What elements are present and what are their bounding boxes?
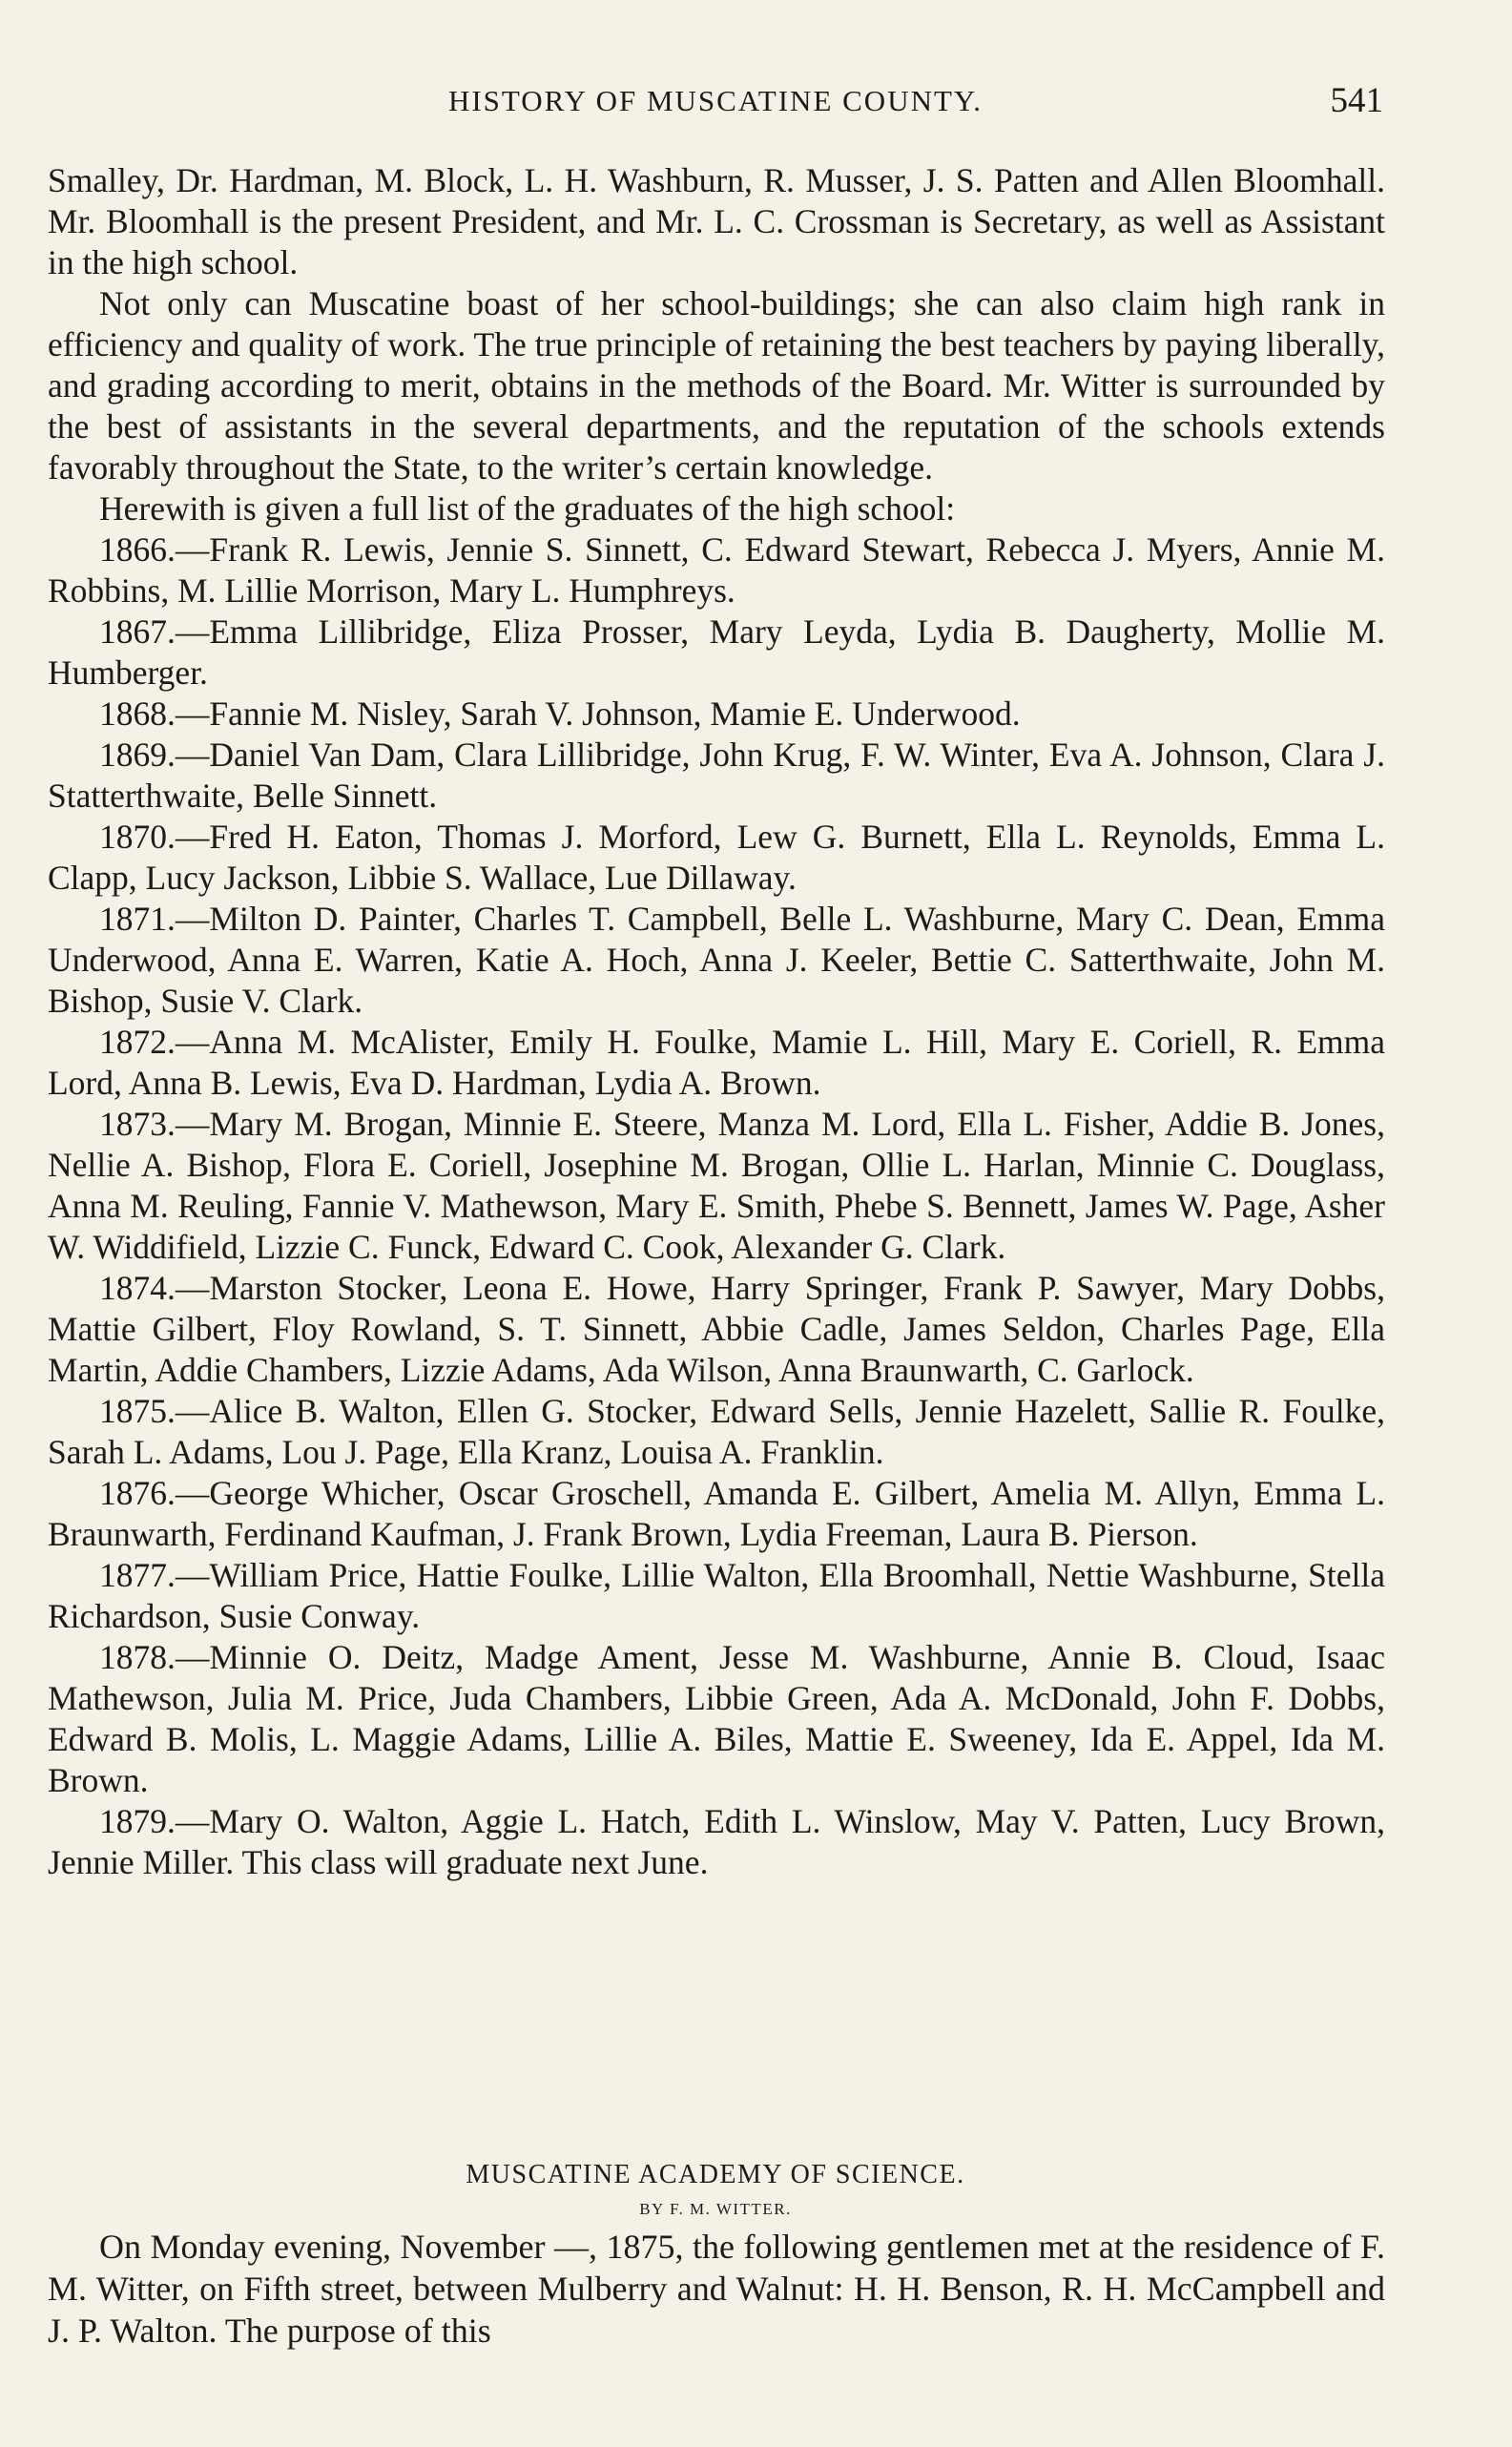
page-number: 541 bbox=[1330, 81, 1383, 120]
graduates-1879: 1879.—Mary O. Walton, Aggie L. Hatch, Edith L. Winslow, May V. Patten, Lucy Brown, Jennie Miller. This class will graduate next June. bbox=[48, 1802, 1385, 1881]
section-body bbox=[48, 2226, 1385, 2352]
graduates-1875: 1875.—Alice B. Walton, Ellen G. Stocker, Edward Sells, Jennie Hazelett, Sallie R. Foulke, Sarah L. Adams, Lou J. Page, Ella Kranz, Louisa A. Franklin. bbox=[48, 1392, 1385, 1471]
graduates-1874: 1874.—Marston Stocker, Leona E. Howe, Harry Springer, Frank P. Sawyer, Mary Dobbs, Mattie Gilbert, Floy Rowland, S. T. Sinnett, Abbie Cadle, James Seldon, Charles Page, Ella Martin, Addie Chambers, Lizzie Adams, Ada Wilson, Anna Braunwarth, C. Garlock. bbox=[48, 1269, 1385, 1389]
graduates-1866: 1866.—Frank R. Lewis, Jennie S. Sinnett, C. Edward Stewart, Rebecca J. Myers, Annie M. Robbins, M. Lillie Morrison, Mary L. Humphreys. bbox=[48, 530, 1385, 610]
graduates-1877: 1877.—William Price, Hattie Foulke, Lillie Walton, Ella Broomhall, Nettie Washburne, Stella Richardson, Susie Conway. bbox=[48, 1556, 1385, 1635]
body-text bbox=[48, 160, 1385, 1883]
graduates-1869: 1869.—Daniel Van Dam, Clara Lillibridge, John Krug, F. W. Winter, Eva A. Johnson, Clara J. Statterthwaite, Belle Sinnett. bbox=[48, 736, 1385, 815]
graduates-1876: 1876.—George Whicher, Oscar Groschell, Amanda E. Gilbert, Amelia M. Allyn, Emma L. Braunwarth, Ferdinand Kaufman, J. Frank Brown, Lydia Freeman, Laura B. Pierson. bbox=[48, 1474, 1385, 1553]
running-title: HISTORY OF MUSCATINE COUNTY. bbox=[447, 84, 984, 117]
running-head bbox=[48, 80, 1383, 128]
paragraph-school-quality: Not only can Muscatine boast of her school-buildings; she can also claim high rank in efficiency and quality of work. The true principle of retaining the best teachers by paying liberally, and grading according to merit, obtains in the methods of the Board. Mr. Witter is surrounded by the best of assistants in the several departments, and the reputation of the schools extends favorably throughout the State, to the writer’s certain knowledge. bbox=[48, 284, 1385, 487]
graduates-1873: 1873.—Mary M. Brogan, Minnie E. Steere, Manza M. Lord, Ella L. Fisher, Addie B. Jones, Nellie A. Bishop, Flora E. Coriell, Josephine M. Brogan, Ollie L. Harlan, Minnie C. Douglass, Anna M. Reuling, Fannie V. Mathewson, Mary E. Smith, Phebe S. Bennett, James W. Page, Asher W. Widdifield, Lizzie C. Funck, Edward C. Cook, Alexander G. Clark. bbox=[48, 1105, 1385, 1266]
graduates-1868: 1868.—Fannie M. Nisley, Sarah V. Johnson, Mamie E. Underwood. bbox=[99, 695, 1021, 733]
paragraph-board-members: Smalley, Dr. Hardman, M. Block, L. H. Washburn, R. Musser, J. S. Patten and Allen Bloomhall. Mr. Bloomhall is the present President, and Mr. L. C. Crossman is Secretary, as well as Assistant in the high school. bbox=[48, 161, 1385, 281]
section-paragraph: On Monday evening, November —, 1875, the following gentlemen met at the residence of F. M. Witter, on Fifth street, between Mulberry and Walnut: H. H. Benson, R. H. McCampbell and J. P. Walton. The purpose of this bbox=[48, 2228, 1385, 2350]
section-byline: BY F. M. WITTER. bbox=[639, 2200, 792, 2218]
graduates-1871: 1871.—Milton D. Painter, Charles T. Campbell, Belle L. Washburne, Mary C. Dean, Emma Underwood, Anna E. Warren, Katie A. Hoch, Anna J. Keeler, Bettie C. Satterthwaite, John M. Bishop, Susie V. Clark. bbox=[48, 900, 1385, 1020]
section-heading: MUSCATINE ACADEMY OF SCIENCE. bbox=[466, 2160, 965, 2189]
graduates-1872: 1872.—Anna M. McAlister, Emily H. Foulke, Mamie L. Hill, Mary E. Coriell, R. Emma Lord, Anna B. Lewis, Eva D. Hardman, Lydia A. Brown. bbox=[48, 1023, 1385, 1102]
graduates-1870: 1870.—Fred H. Eaton, Thomas J. Morford, Lew G. Burnett, Ella L. Reynolds, Emma L. Clapp, Lucy Jackson, Libbie S. Wallace, Lue Dillaway. bbox=[48, 818, 1385, 897]
graduates-1867: 1867.—Emma Lillibridge, Eliza Prosser, Mary Leyda, Lydia B. Daugherty, Mollie M. Humberger. bbox=[48, 612, 1385, 692]
graduates-1878: 1878.—Minnie O. Deitz, Madge Ament, Jesse M. Washburne, Annie B. Cloud, Isaac Mathewson, Julia M. Price, Juda Chambers, Libbie Green, Ada A. McDonald, John F. Dobbs, Edward B. Molis, L. Maggie Adams, Lillie A. Biles, Mattie E. Sweeney, Ida E. Appel, Ida M. Brown. bbox=[48, 1638, 1385, 1799]
paragraph-graduates-intro: Herewith is given a full list of the graduates of the high school: bbox=[99, 489, 956, 528]
